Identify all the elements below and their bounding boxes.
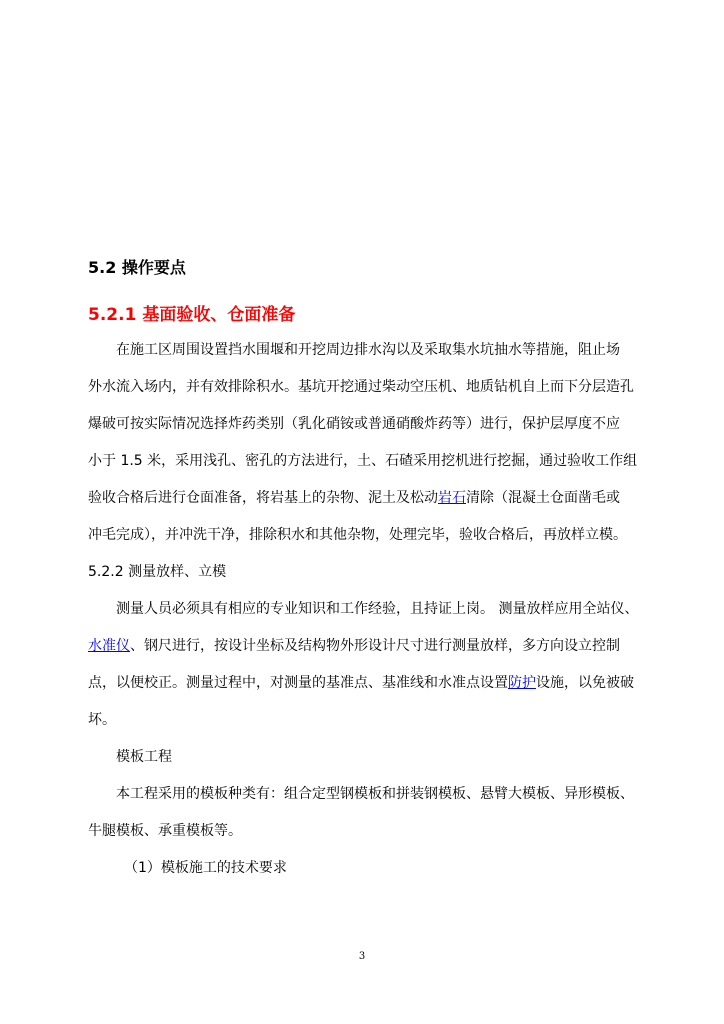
paragraph-line [88, 665, 648, 702]
text-segment: 点，以便校正。测量过程中，对测量的基准点、基准线和水准点设置 [88, 675, 508, 691]
paragraph-survey [88, 591, 648, 739]
subsection-heading-5-2-1: 5.2.1 基面验收、仓面准备 [88, 305, 296, 325]
paragraph-line: 小于 1.5 米，采用浅孔、密孔的方法进行，土、石碴采用挖机进行挖掘，通过验收工作组 [88, 453, 638, 469]
paragraph-line: 外水流入场内，并有效排除积水。基坑开挖通过柴动空压机、地质钻机自上而下分层造孔 [88, 379, 634, 395]
list-item: （1）模板施工的技术要求 [124, 860, 287, 876]
paragraph-base-acceptance [88, 332, 648, 554]
paragraph-line: 在施工区周围设置挡水围堰和开挖周边排水沟以及采取集水坑抽水等措施，阻止场 [116, 342, 620, 358]
paragraph-formwork [88, 739, 648, 887]
text-segment: 清除（混凝土仓面凿毛或 [466, 490, 620, 506]
text-segment: 设施，以免被破 [536, 675, 634, 691]
paragraph-line [88, 480, 648, 517]
paragraph-line: 冲毛完成），并冲洗干净，排除积水和其他杂物，处理完毕，验收合格后，再放样立模。 [88, 527, 627, 543]
level-instrument-link[interactable]: 水准仪 [88, 638, 130, 654]
paragraph-line [88, 628, 648, 665]
rock-link[interactable]: 岩石 [438, 490, 466, 506]
section-heading: 5.2 操作要点 [88, 258, 186, 277]
subsection-heading-5-2-2: 5.2.2 测量放样、立模 [88, 564, 227, 580]
page-number: 3 [358, 951, 366, 962]
paragraph-line: 牛腿模板、承重模板等。 [88, 823, 242, 839]
paragraph-line: 爆破可按实际情况选择炸药类别（乳化硝铵或普通硝酸炸药等）进行，保护层厚度不应 [88, 416, 620, 432]
text-segment: 、钢尺进行，按设计坐标及结构物外形设计尺寸进行测量放样，多方向设立控制 [130, 638, 620, 654]
protection-link[interactable]: 防护 [508, 675, 536, 691]
paragraph-line: 坏。 [88, 712, 116, 728]
text-segment: 验收合格后进行仓面准备，将岩基上的杂物、泥土及松动 [88, 490, 438, 506]
formwork-title: 模板工程 [116, 749, 172, 765]
paragraph-line: 测量人员必须具有相应的专业知识和工作经验，且持证上岗。 测量放样应用全站仪、 [116, 601, 639, 617]
paragraph-line: 本工程采用的模板种类有：组合定型钢模板和拼装钢模板、悬臂大模板、异形模板、 [116, 786, 634, 802]
page-content [88, 258, 648, 887]
